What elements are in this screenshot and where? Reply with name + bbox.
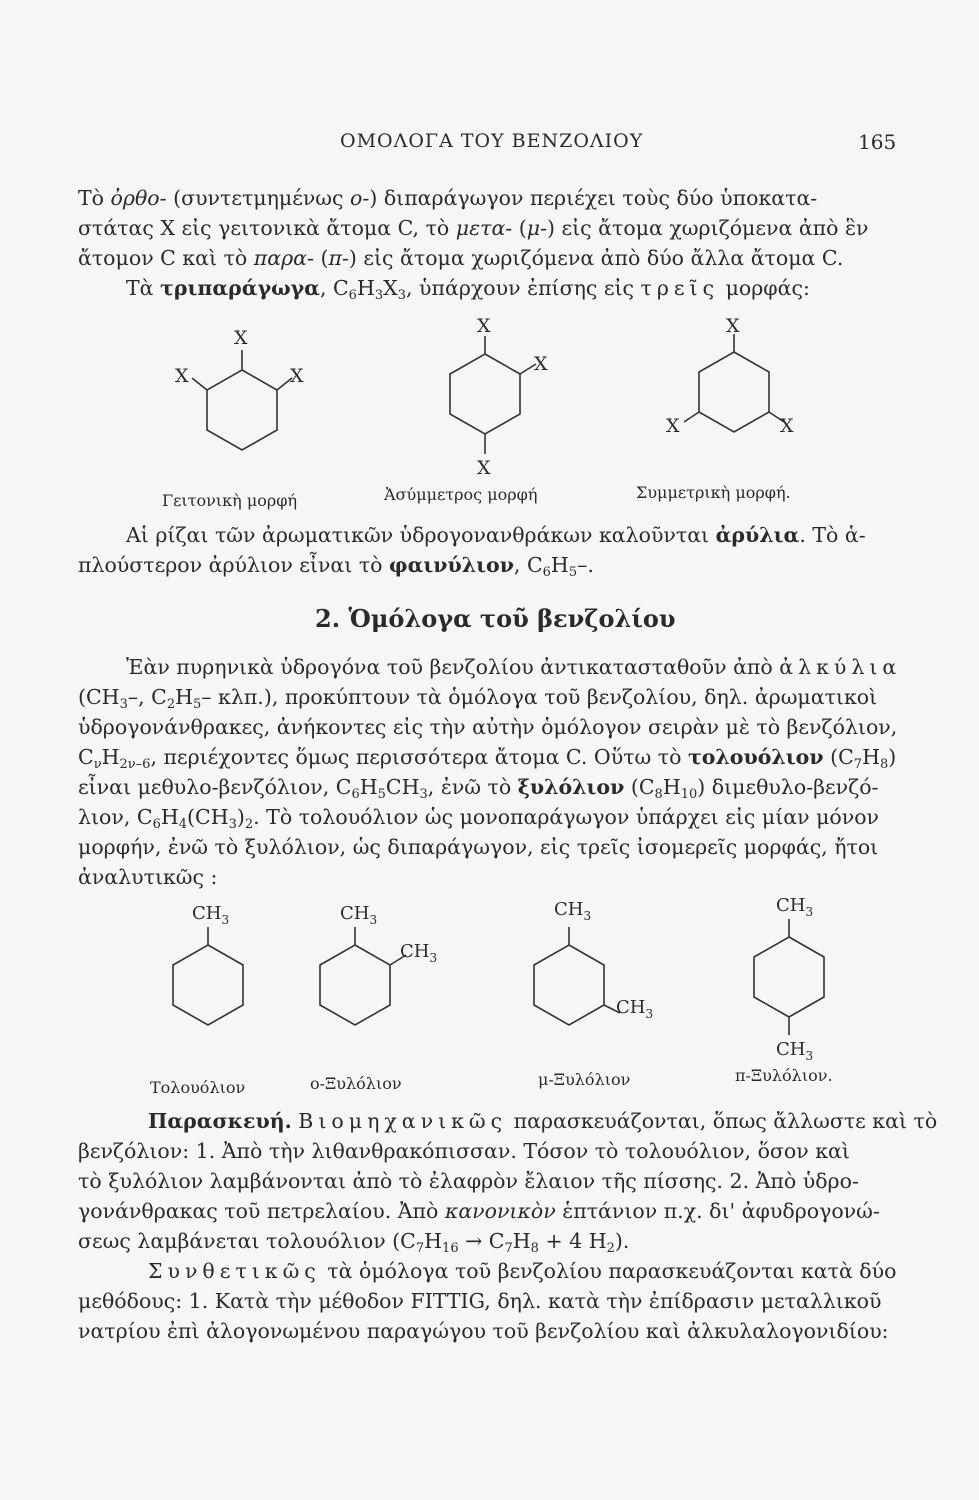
p-xylene-structure [754, 895, 824, 1063]
text-line: Τὰ τριπαράγωγα, $C_6H_3X_3$, ὑπάρχουν ἐπίσης εἰς τρεῖς μορφάς: [126, 276, 810, 303]
caption-vicinal: Γειτονικὴ μορφή [162, 491, 298, 510]
caption-p-xylene: π-Ξυλόλιον. [735, 1066, 833, 1085]
caption-asymmetric: Ἀσύμμετρος μορφή [384, 485, 538, 504]
text-line: μεθόδους: 1. Κατὰ τὴν μέθοδον FITTIG, δηλ. κατὰ τὴν ἐπίδρασιν μεταλλικοῦ [78, 1289, 882, 1313]
paragraph-substitution-positions [78, 183, 908, 303]
substituent-x: X [234, 327, 248, 349]
page-number: 165 [858, 130, 897, 154]
substituent-x: X [477, 315, 491, 337]
substituent-x: X [726, 315, 740, 337]
m-xylene-structure [534, 899, 653, 1025]
text-line: μορφήν, ἐνῶ τὸ ξυλόλιον, ὡς διπαράγωγον, εἰς τρεῖς ἰσομερεῖς μορφάς, ἤτοι [78, 835, 879, 859]
paragraph-preparation [78, 1106, 938, 1346]
text-line: ἀναλυτικῶς : [78, 865, 218, 889]
text-line: ἄτομον C καὶ τὸ παρα- (π-) εἰς ἄτομα χωριζόμενα ἀπὸ δύο ἄλλα ἄτομα C. [78, 246, 844, 270]
methyl-group: $CH_3$ [340, 903, 378, 927]
o-xylene-structure [320, 903, 437, 1025]
methyl-group: $CH_3$ [400, 941, 438, 965]
asymmetric-structure [450, 315, 548, 479]
substituent-x: X [290, 365, 304, 387]
text-line: Αἱ ρίζαι τῶν ἀρωματικῶν ὑδρογονανθράκων καλοῦνται ἀρύλια. Τὸ ἁ- [126, 523, 866, 547]
symmetric-structure [666, 315, 794, 437]
caption-symmetric: Συμμετρικὴ μορφή. [636, 483, 791, 502]
toluene-xylene-figure [150, 885, 870, 1075]
methyl-group: $CH_3$ [776, 895, 814, 919]
methyl-group: $CH_3$ [192, 903, 230, 927]
paragraph-aryl-radicals [78, 520, 908, 580]
methyl-group: $CH_3$ [776, 1039, 814, 1063]
text-line: εἶναι μεθυλο-βενζόλιον, $C_6H_5CH_3$, ἐνῶ τὸ ξυλόλιον $(C_8H_{10})$ διμεθυλο-βενζό- [78, 775, 879, 802]
text-line: σεως λαμβάνεται τολουόλιον ($C_7H_{16} \to C_7H_8 + 4$ $H_2$). [78, 1229, 630, 1256]
substituent-x: X [175, 365, 189, 387]
text-line: λιον, $C_6H_4(CH_3)_2$. Τὸ τολουόλιον ὡς μονοπαράγωγον ὑπάρχει εἰς μίαν μόνον [78, 805, 880, 832]
text-line: Ἐὰν πυρηνικὰ ὑδρογόνα τοῦ βενζολίου ἀντικατασταθοῦν ἀπὸ ἀλκύλια [126, 655, 902, 679]
running-header: ΟΜΟΛΟΓΑ ΤΟΥ ΒΕΝΖΟΛΙΟΥ [340, 130, 644, 152]
methyl-group: $CH_3$ [616, 997, 654, 1021]
caption-o-xylene: ο-Ξυλόλιον [310, 1074, 402, 1093]
paragraph-homologues [78, 652, 908, 892]
text-line: στάτας X εἰς γειτονικὰ ἄτομα C, τὸ μετα- (μ-) εἰς ἄτομα χωριζόμενα ἀπὸ ἓν [78, 216, 869, 240]
text-line: πλούστερον ἀρύλιον εἶναι τὸ φαινύλιον, $C_6H_5-$. [78, 553, 594, 580]
text-line: τὸ ξυλόλιον λαμβάνονται ἀπὸ τὸ ἐλαφρὸν ἔλαιον τῆς πίσσης. 2. Ἀπὸ ὑδρο- [78, 1169, 859, 1193]
section-heading: 2. Ὁμόλογα τοῦ βενζολίου [315, 604, 676, 633]
substituent-x: X [477, 457, 491, 479]
substituent-x: X [780, 415, 794, 437]
substituent-x: X [534, 353, 548, 375]
text-line: $C_\nu H_{2\nu-6}$, περιέχοντες ὅμως περισσότερα ἄτομα C. Οὕτω τὸ τολουόλιον $(C_7H_8)$ [78, 745, 897, 772]
substituent-x: X [666, 415, 680, 437]
trisubstituted-structures-figure [150, 312, 870, 512]
caption-toluene: Τολουόλιον [150, 1078, 246, 1097]
text-line: ($CH_3-$, $C_2H_5-$ κλπ.), προκύπτουν τὰ ὁμόλογα τοῦ βενζολίου, δηλ. ἀρωματικοὶ [78, 685, 878, 712]
text-line: ὑδρογονάνθρακες, ἀνήκοντες εἰς τὴν αὐτὴν ὁμόλογον σειρὰν μὲ τὸ βενζόλιον, [78, 715, 898, 739]
text-line: Παρασκευή. Βιομηχανικῶς παρασκευάζονται, ὅπως ἄλλωστε καὶ τὸ [148, 1109, 938, 1133]
text-line: Τὸ ὀρθο- (συντετμημένως ο-) διπαράγωγον περιέχει τοὺς δύο ὑποκατα- [78, 186, 818, 210]
vicinal-structure [175, 327, 304, 450]
caption-m-xylene: μ-Ξυλόλιον [538, 1070, 631, 1089]
text-line: βενζόλιον: 1. Ἀπὸ τὴν λιθανθρακόπισσαν. Τόσον τὸ τολουόλιον, ὅσον καὶ [78, 1139, 850, 1163]
text-line: νατρίου ἐπὶ ἀλογονωμένου παραγώγου τοῦ βενζολίου καὶ ἀλκυλαλογονιδίου: [78, 1319, 889, 1343]
methyl-group: $CH_3$ [554, 899, 592, 923]
toluene-structure [173, 903, 243, 1025]
text-line: Συνθετικῶς τὰ ὁμόλογα τοῦ βενζολίου παρασκευάζονται κατὰ δύο [148, 1259, 897, 1283]
text-line: γονάνθρακας τοῦ πετρελαίου. Ἀπὸ κανονικὸν ἑπτάνιον π.χ. δι' ἀφυδρογονώ- [78, 1199, 880, 1223]
